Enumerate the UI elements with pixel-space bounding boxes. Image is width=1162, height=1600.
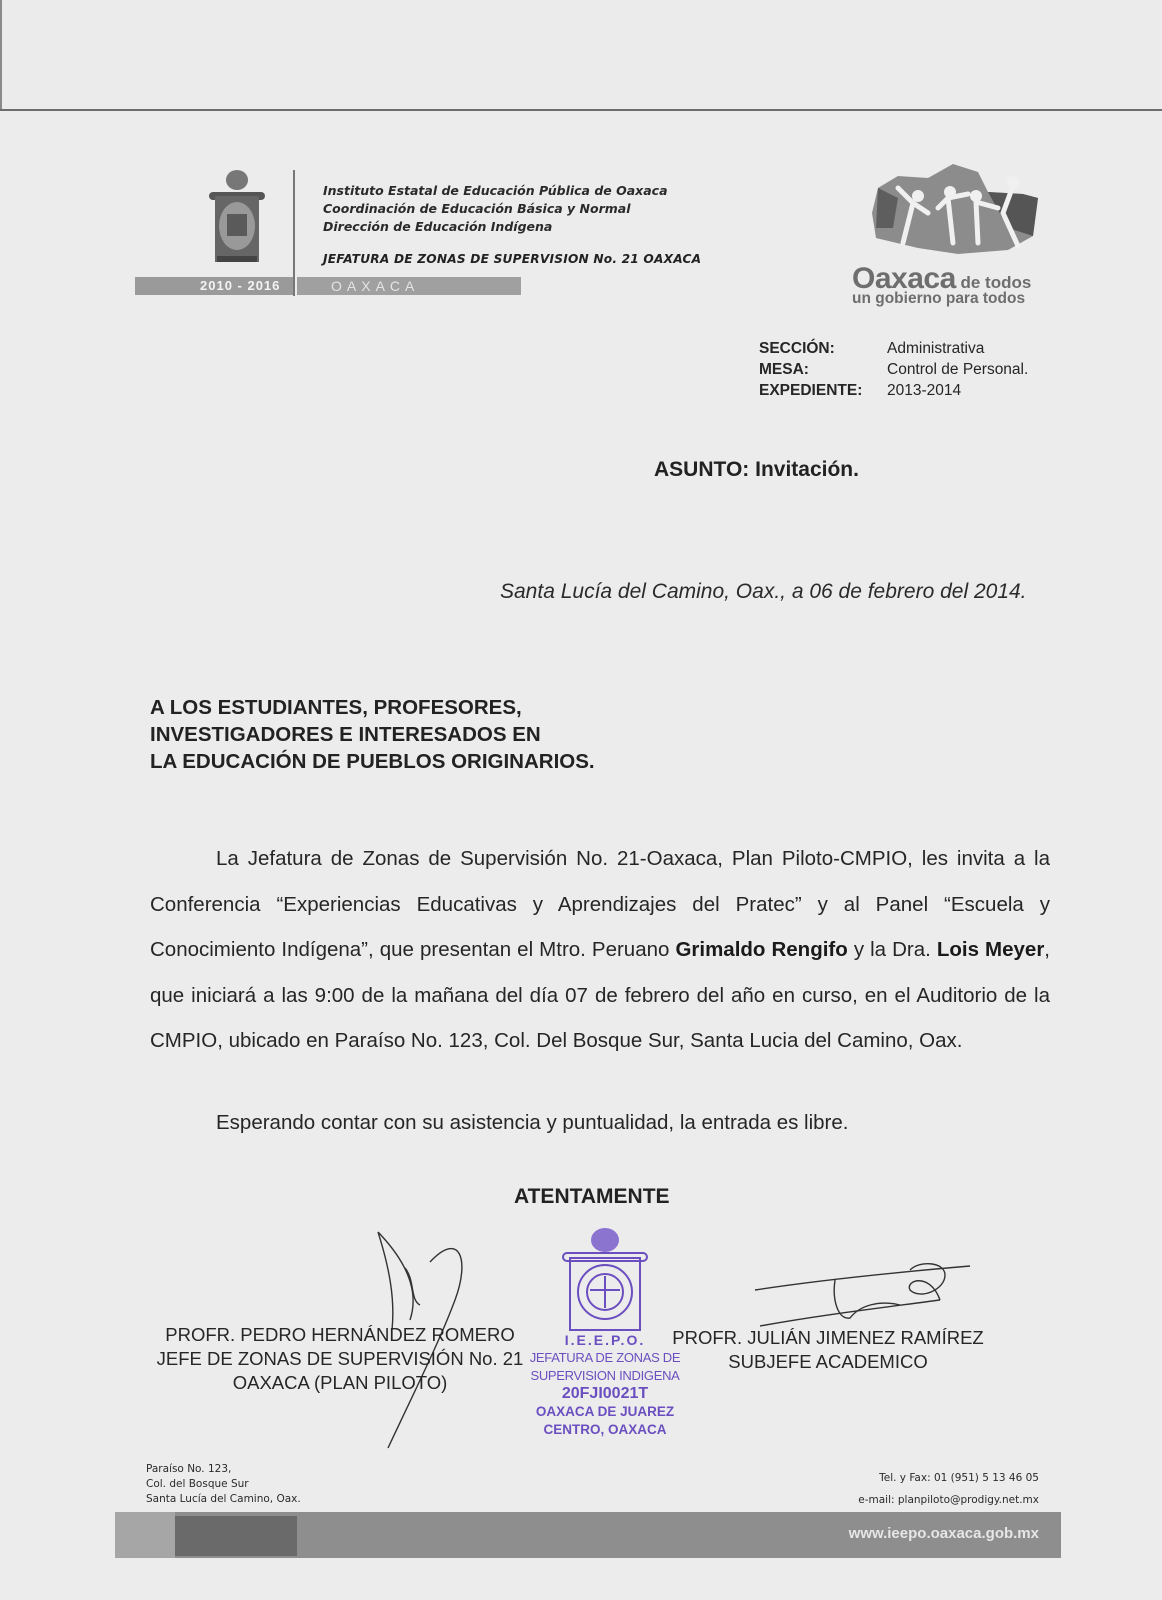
state-label: OAXACA — [331, 278, 420, 294]
footer-bar — [115, 1512, 1061, 1558]
jefatura-title: JEFATURA DE ZONAS DE SUPERVISION No. 21 OAXACA — [323, 252, 702, 266]
body-paragraph: La Jefatura de Zonas de Supervisión No. 21-Oaxaca, Plan Piloto-CMPIO, les invita a la Conferencia “Experiencias Educativas y Aprendizajes del Pratec” y al Panel “Escuela y Conocimiento Indígena”, que presentan el Mtro. Peruano Grimaldo Rengifo y la Dra. Lois Meyer, que iniciará a las 9:00 de la mañana del día 07 de febrero del año en curso, en el Auditorio de la CMPIO, ubicado en Paraíso No. 123, Col. Del Bosque Sur, Santa Lucia del Camino, Oax. — [150, 847, 1050, 1052]
signer-title: JEFE DE ZONAS DE SUPERVISIÓN No. 21 — [156, 1348, 524, 1369]
meta-row: EXPEDIENTE: 2013-2014 — [759, 382, 962, 399]
meta-row: SECCIÓN: Administrativa — [759, 340, 985, 357]
meta-row: MESA: Control de Personal. — [759, 361, 1029, 378]
date-line: Santa Lucía del Camino, Oax., a 06 de febrero del 2014. — [500, 580, 1027, 603]
footer-address: Paraíso No. 123, Col. del Bosque Sur Santa Lucía del Camino, Oax. — [146, 1463, 301, 1505]
header-divider — [293, 170, 295, 296]
subject-line: ASUNTO: Invitación. — [654, 458, 859, 481]
addressee-block: A LOS ESTUDIANTES, PROFESORES, INVESTIGADORES E INTERESADOS EN LA EDUCACIÓN DE PUEBLOS ORIGINARIOS. — [150, 696, 595, 773]
stamp-shield-icon — [563, 1228, 647, 1330]
signer-name: PROFR. PEDRO HERNÁNDEZ ROMERO — [165, 1324, 515, 1345]
logo-tagline: un gobierno para todos — [852, 290, 1026, 307]
letter-body — [150, 836, 1050, 1064]
institution-block — [323, 182, 668, 236]
signature-block-jefe — [140, 1323, 540, 1395]
scan-top-edge — [0, 0, 1162, 111]
document-meta — [759, 338, 1028, 401]
footer-email: e-mail: planpiloto@prodigy.net.mx — [858, 1494, 1039, 1506]
state-bar — [297, 277, 521, 295]
years-bar — [135, 277, 293, 295]
signature-2-icon — [755, 1264, 970, 1326]
logo-title: Oaxaca de todos — [852, 262, 1032, 295]
institution-line: Dirección de Educación Indígena — [323, 219, 553, 234]
footer-contact — [858, 1467, 1039, 1511]
official-stamp: I.E.E.P.O. JEFATURA DE ZONAS DE SUPERVISION INDIGENA 20FJI0021T OAXACA DE JUAREZ CENTRO, OAXACA — [529, 1332, 681, 1437]
speaker-name: Grimaldo Rengifo — [675, 938, 848, 961]
sign-off: ATENTAMENTE — [514, 1185, 670, 1208]
signature-block-subjefe — [648, 1326, 1008, 1374]
institution-line: Coordinación de Educación Básica y Normal — [323, 201, 631, 216]
signer-name: PROFR. JULIÁN JIMENEZ RAMÍREZ — [672, 1327, 984, 1348]
oaxaca-coat-of-arms-icon — [205, 168, 269, 268]
oaxaca-map-people-logo-icon — [858, 158, 1048, 258]
footer-url: www.ieepo.oaxaca.gob.mx — [848, 1525, 1039, 1542]
institution-line: Instituto Estatal de Educación Pública de Oaxaca — [323, 183, 668, 198]
footer-phone: Tel. y Fax: 01 (951) 5 13 46 05 — [879, 1472, 1039, 1484]
signer-title: OAXACA (PLAN PILOTO) — [232, 1372, 448, 1393]
signer-title: SUBJEFE ACADEMICO — [728, 1351, 928, 1372]
speaker-name: Lois Meyer — [936, 938, 1045, 961]
years-label: 2010 - 2016 — [200, 278, 281, 293]
closing-line: Esperando contar con su asistencia y puntualidad, la entrada es libre. — [216, 1111, 849, 1134]
